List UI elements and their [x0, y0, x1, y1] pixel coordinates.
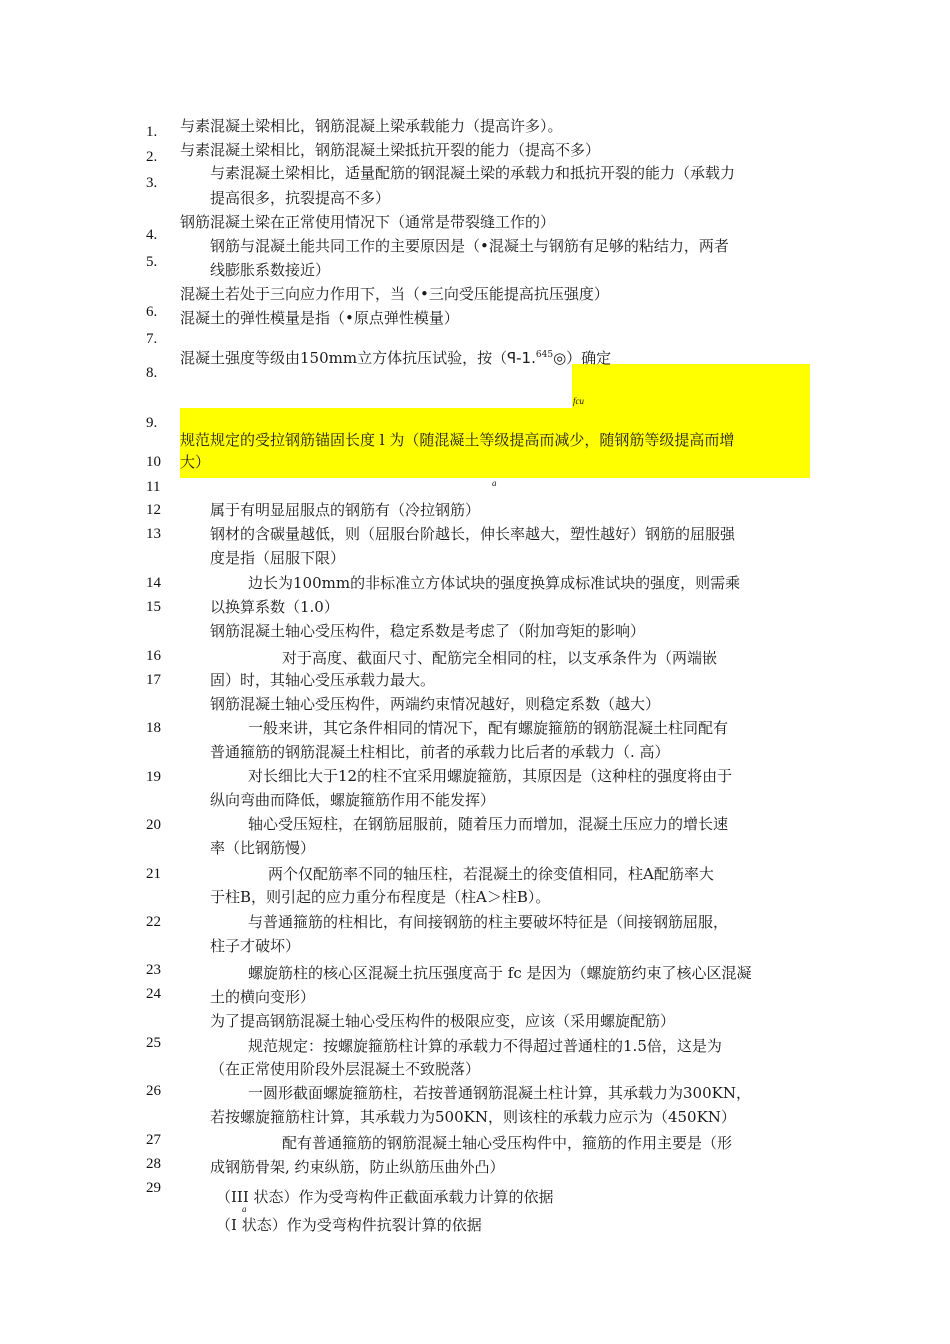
- anchor-subscript: a: [492, 478, 497, 488]
- line-number: 3.: [146, 175, 158, 191]
- text-line: 固）时，其轴心受压承载力最大。: [210, 671, 436, 689]
- text-line-highlighted: 规范规定的受拉钢筋锚固长度 l 为（随混凝土等级提高而减少，随钢筋等级提高而增: [180, 431, 735, 449]
- line-number: 24: [146, 986, 161, 1002]
- line-number: 12: [146, 502, 161, 518]
- line-number: 6.: [146, 304, 158, 320]
- line-number: 28: [146, 1156, 161, 1172]
- text-line: 钢筋混凝土梁在正常使用情况下（通常是带裂缝工作的）: [180, 213, 556, 231]
- line-number: 4.: [146, 227, 158, 243]
- text-line: 对长细比大于12的柱不宜采用螺旋箍筋，其原因是（这种柱的强度将由于: [248, 767, 733, 785]
- text-line: 钢筋与混凝土能共同工作的主要原因是（•混凝土与钢筋有足够的粘结力，两者: [210, 237, 729, 255]
- state-subscript: a: [242, 1204, 247, 1214]
- text-line: 与普通箍筋的柱相比，有间接钢筋的柱主要破坏特征是（间接钢筋屈服，: [248, 913, 729, 931]
- formula-prefix: 混凝土强度等级由150mm立方体抗压试验，按（: [180, 349, 508, 367]
- text-line: 若按螺旋箍筋柱计算，其承载力为500KN，则该柱的承载力应示为（450KN）: [210, 1108, 736, 1126]
- text-line: 提高很多，抗裂提高不多）: [210, 189, 391, 207]
- line-number: 25: [146, 1035, 161, 1051]
- line-number: 18: [146, 720, 161, 736]
- line-number: 5.: [146, 254, 158, 270]
- line-number: 1.: [146, 124, 158, 140]
- line-number: 22: [146, 914, 161, 930]
- line-number: 15: [146, 599, 161, 615]
- formula-line: [180, 345, 611, 368]
- text-line: 以换算系数（1.0）: [210, 598, 339, 616]
- line-number: 13: [146, 526, 161, 542]
- formula-sup: 645: [535, 350, 554, 360]
- text-line: 为了提高钢筋混凝土轴心受压构件的极限应变，应该（采用螺旋配筋）: [210, 1012, 676, 1030]
- text-line: 柱子才破坏）: [210, 937, 301, 955]
- text-line: （III 状态）作为受弯构件正截面承载力计算的依据: [216, 1188, 554, 1206]
- text-line: （在正常使用阶段外层混凝土不致脱落）: [210, 1060, 481, 1078]
- line-number: 29: [146, 1180, 161, 1196]
- line-number: 27: [146, 1132, 161, 1148]
- text-line: 混凝土的弹性模量是指（•原点弹性模量）: [180, 309, 459, 327]
- text-line: 混凝土若处于三向应力作用下，当（•三向受压能提高抗压强度）: [180, 285, 609, 303]
- text-line: 率（比钢筋慢）: [210, 839, 316, 857]
- text-line: 配有普通箍筋的钢筋混凝土轴心受压构件中，箍筋的作用主要是（形: [282, 1134, 733, 1152]
- line-number: 20: [146, 817, 161, 833]
- text-line: 钢筋混凝土轴心受压构件，两端约束情况越好，则稳定系数（越大）: [210, 695, 661, 713]
- line-number: 9.: [146, 415, 158, 431]
- text-line: 边长为100mm的非标准立方体试块的强度换算成标准试块的强度，则需乘: [248, 574, 741, 592]
- line-number: 17: [146, 672, 161, 688]
- text-line: 一般来讲，其它条件相同的情况下，配有螺旋箍筋的钢筋混凝土柱同配有: [248, 719, 729, 737]
- text-line: 与素混凝土梁相比，钢筋混凝上梁承载能力（提高许多）。: [180, 117, 563, 135]
- text-line-highlighted: 大）: [180, 453, 211, 471]
- line-number: 14: [146, 575, 161, 591]
- formula-main: ꟼ-1.: [507, 349, 536, 367]
- text-line: 度是指（屈服下限）: [210, 549, 346, 567]
- text-line: （I 状态）作为受弯构件抗裂计算的依据: [216, 1216, 482, 1234]
- text-line: 一圆形截面螺旋箍筋柱，若按普通钢筋混凝土柱计算，其承载力为300KN，: [248, 1084, 751, 1102]
- fcu-label: fcu: [573, 396, 584, 406]
- text-line: 成钢筋骨架, 约束纵筋，防止纵筋压曲外凸）: [210, 1158, 505, 1176]
- line-number: 11: [146, 479, 161, 495]
- text-line: 与素混凝土梁相比，适量配筋的钢混凝土梁的承载力和抵抗开裂的能力（承载力: [210, 164, 736, 182]
- line-number: 7.: [146, 331, 158, 347]
- line-number: 2.: [146, 149, 158, 165]
- line-number: 21: [146, 866, 161, 882]
- text-line: 纵向弯曲而降低，螺旋箍筋作用不能发挥）: [210, 791, 496, 809]
- line-number: 23: [146, 962, 161, 978]
- line-number: 26: [146, 1083, 161, 1099]
- line-number: 8.: [146, 365, 158, 381]
- text-line: 属于有明显屈服点的钢筋有（冷拉钢筋）: [210, 501, 481, 519]
- line-number: 19: [146, 769, 161, 785]
- text-line: 土的横向变形）: [210, 988, 316, 1006]
- text-line: 与素混凝土梁相比，钢筋混凝土梁抵抗开裂的能力（提高不多）: [180, 141, 601, 159]
- text-line: 两个仅配筋率不同的轴压柱，若混凝土的徐变值相同，柱A配筋率大: [268, 865, 714, 883]
- text-line: 轴心受压短柱，在钢筋屈服前，随着压力而增加，混凝土压应力的增长速: [248, 815, 729, 833]
- line-number: 10: [146, 454, 161, 470]
- highlight-top: [572, 364, 810, 408]
- text-line: 对于高度、截面尺寸、配筋完全相同的柱，以支承条件为（两端嵌: [282, 649, 718, 667]
- text-line: 规范规定：按螺旋箍筋柱计算的承载力不得超过普通柱的1.5倍，这是为: [248, 1037, 722, 1055]
- line-number: 16: [146, 648, 161, 664]
- formula-tail: ◎）确定: [553, 349, 612, 367]
- text-line: 钢筋混凝土轴心受压构件，稳定系数是考虑了（附加弯矩的影响）: [210, 622, 646, 640]
- text-line: 线膨胀系数接近）: [210, 261, 331, 279]
- text-line: 螺旋筋柱的核心区混凝土抗压强度高于 fc 是因为（螺旋筋约束了核心区混凝: [248, 964, 752, 982]
- text-line: 钢材的含碳量越低，则（屈服台阶越长，伸长率越大，塑性越好）钢筋的屈服强: [210, 525, 736, 543]
- text-line: 普通箍筋的钢筋混凝土柱相比，前者的承载力比后者的承载力（. 高）: [210, 743, 670, 761]
- text-line: 于柱B，则引起的应力重分布程度是（柱A＞柱B）。: [210, 888, 551, 906]
